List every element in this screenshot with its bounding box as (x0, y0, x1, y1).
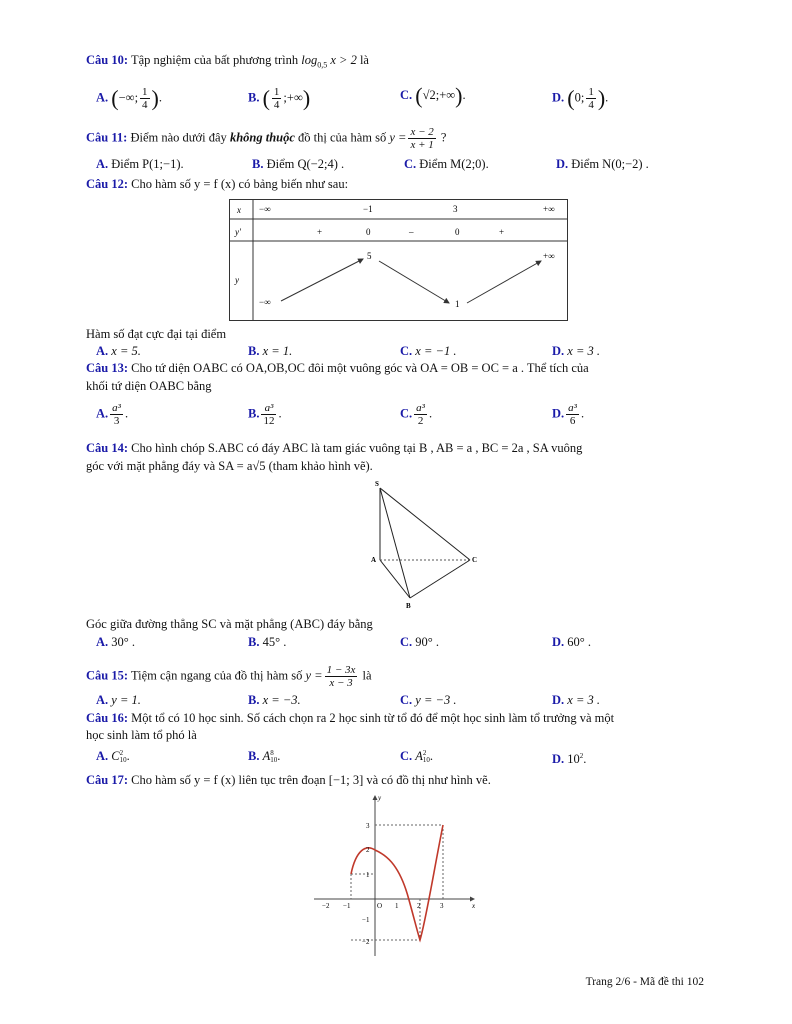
q12-stem: Câu 12: Cho hàm số y = f (x) có bảng biến như sau: (86, 177, 349, 191)
table-sign: 0 (366, 227, 371, 237)
q16-stem: Câu 16: Một tổ có 10 học sinh. Số cách chọn ra 2 học sinh từ tổ đó để một học sinh làm tổ trưởng và một (86, 711, 615, 725)
q11-option-c[interactable]: C. Điểm M(2;0). (404, 157, 489, 171)
point-a: A (371, 556, 377, 564)
table-y-val: 1 (455, 299, 460, 309)
q13-option-c[interactable]: C. $\frac{\text{a³}}{2}$ . (400, 402, 433, 427)
q14-question: Góc giữa đường thẳng SC và mặt phẳng (ABC) đáy bằng (86, 617, 373, 631)
arrow-up (281, 259, 363, 301)
q10-option-b[interactable]: B. ( $\frac{1}{4}$ ;+∞) (248, 85, 311, 111)
q16-option-c[interactable]: C. A 2 10 . (400, 749, 434, 765)
table-sign: – (409, 227, 414, 237)
point-c: C (472, 556, 478, 564)
q14-option-b[interactable]: B. 45° . (248, 635, 287, 649)
table-y-val: −∞ (259, 297, 271, 307)
table-x-header: x (237, 205, 241, 215)
x-tick: 3 (440, 902, 444, 910)
q10-option-d[interactable]: D. (0; $\frac{1}{4}$ ). (552, 85, 609, 111)
q12-option-d[interactable]: D. x = 3 . (552, 344, 601, 358)
table-x-val: +∞ (543, 204, 555, 214)
q12-option-a[interactable]: A. x = 5. (96, 344, 141, 358)
pyramid-figure (368, 478, 484, 612)
q14-stem-cont: góc với mặt phẳng đáy và SA = a√5 (tham khảo hình vẽ). (86, 459, 373, 473)
q10-stem: Câu 10: Tập nghiệm của bất phương trình $\log_{0,5} x > 2$ là (86, 53, 369, 70)
q14-option-a[interactable]: A. 30° . (96, 635, 136, 649)
q11-option-a[interactable]: A. Điểm P(1;−1). (96, 157, 184, 171)
q10-option-c[interactable]: C. (√2;+∞). (400, 83, 466, 108)
y-tick: −1 (362, 916, 370, 924)
q14-stem: Câu 14: Cho hình chóp S.ABC có đáy ABC là tam giác vuông tại B , AB = a , BC = 2a , SA vuông (86, 441, 583, 455)
q13-option-d[interactable]: D. $\frac{\text{a³}}{6}$ . (552, 402, 585, 427)
q16-option-d[interactable]: D. $10^2$. (552, 752, 587, 767)
q16-stem-cont: học sinh làm tổ phó là (86, 728, 197, 742)
point-b: B (406, 602, 411, 610)
q17-stem: Câu 17: Cho hàm số y = f (x) liên tục trên đoạn [−1; 3] và có đồ thị như hình vẽ. (86, 773, 491, 787)
y-tick: 3 (366, 822, 370, 830)
y-tick: −2 (362, 938, 370, 946)
q15-option-c[interactable]: C. y = −3 . (400, 693, 457, 707)
x-tick: 2 (417, 902, 421, 910)
table-sign: + (499, 227, 505, 237)
x-tick: 1 (395, 902, 399, 910)
q15-option-a[interactable]: A. y = 1. (96, 693, 141, 707)
q13-stem: Câu 13: Cho tứ diện OABC có OA,OB,OC đôi một vuông góc và OA = OB = OC = a . Thể tích của (86, 361, 589, 375)
table-x-val: −∞ (259, 204, 271, 214)
q11-option-d[interactable]: D. Điểm N(0;−2) . (556, 157, 649, 171)
q14-option-d[interactable]: D. 60° . (552, 635, 592, 649)
y-label: y (378, 794, 382, 802)
q15-option-d[interactable]: D. x = 3 . (552, 693, 601, 707)
q15-option-b[interactable]: B. x = −3. (248, 693, 301, 707)
table-sign: 0 (455, 227, 460, 237)
x-label: x (472, 902, 476, 910)
variation-table (229, 199, 568, 321)
arrow-down (379, 261, 449, 303)
q12-option-b[interactable]: B. x = 1. (248, 344, 293, 358)
q12-option-c[interactable]: C. x = −1 . (400, 344, 457, 358)
y-tick: 2 (366, 846, 370, 854)
q10-label: Câu 10: (86, 53, 129, 67)
q10-option-a[interactable]: A. (−∞; $\frac{1}{4}$ ). (96, 85, 162, 111)
table-y-header: y (235, 275, 239, 285)
q13-option-a[interactable]: A. $\frac{\text{a³}}{3}$ . (96, 402, 129, 427)
table-y-val: +∞ (543, 251, 555, 261)
origin-label: O (377, 902, 383, 910)
q11-stem: Câu 11: Điểm nào dưới đây không thuộc đồ thị của hàm số y = $\frac{x - 2}{x + 1}$ ? (86, 126, 447, 151)
q15-stem: Câu 15: Tiệm cận ngang của đồ thị hàm số y = $\frac{1 - 3x}{x - 3}$ là (86, 664, 372, 689)
q13-stem-cont: khối tứ diện OABC bằng (86, 379, 212, 393)
y-tick: 1 (366, 871, 370, 879)
table-yp-header: y' (235, 227, 241, 237)
x-tick: −2 (322, 902, 330, 910)
q11-option-b[interactable]: B. Điểm Q(−2;4) . (252, 157, 345, 171)
table-x-val: 3 (453, 204, 458, 214)
x-tick: −1 (343, 902, 351, 910)
q14-option-c[interactable]: C. 90° . (400, 635, 440, 649)
point-s: S (375, 480, 379, 488)
q13-option-b[interactable]: B. $\frac{\text{a³}}{12}$ . (248, 402, 282, 427)
q16-option-b[interactable]: B. A 8 10 . (248, 749, 281, 765)
function-graph (314, 790, 480, 960)
q16-option-a[interactable]: A. C 2 10 . (96, 749, 130, 765)
arrow-up (467, 261, 541, 303)
page-footer: Trang 2/6 - Mã đề thi 102 (585, 976, 704, 988)
table-y-val: 5 (367, 251, 372, 261)
table-x-val: −1 (363, 204, 373, 214)
table-sign: + (317, 227, 323, 237)
q12-question: Hàm số đạt cực đại tại điểm (86, 327, 227, 341)
